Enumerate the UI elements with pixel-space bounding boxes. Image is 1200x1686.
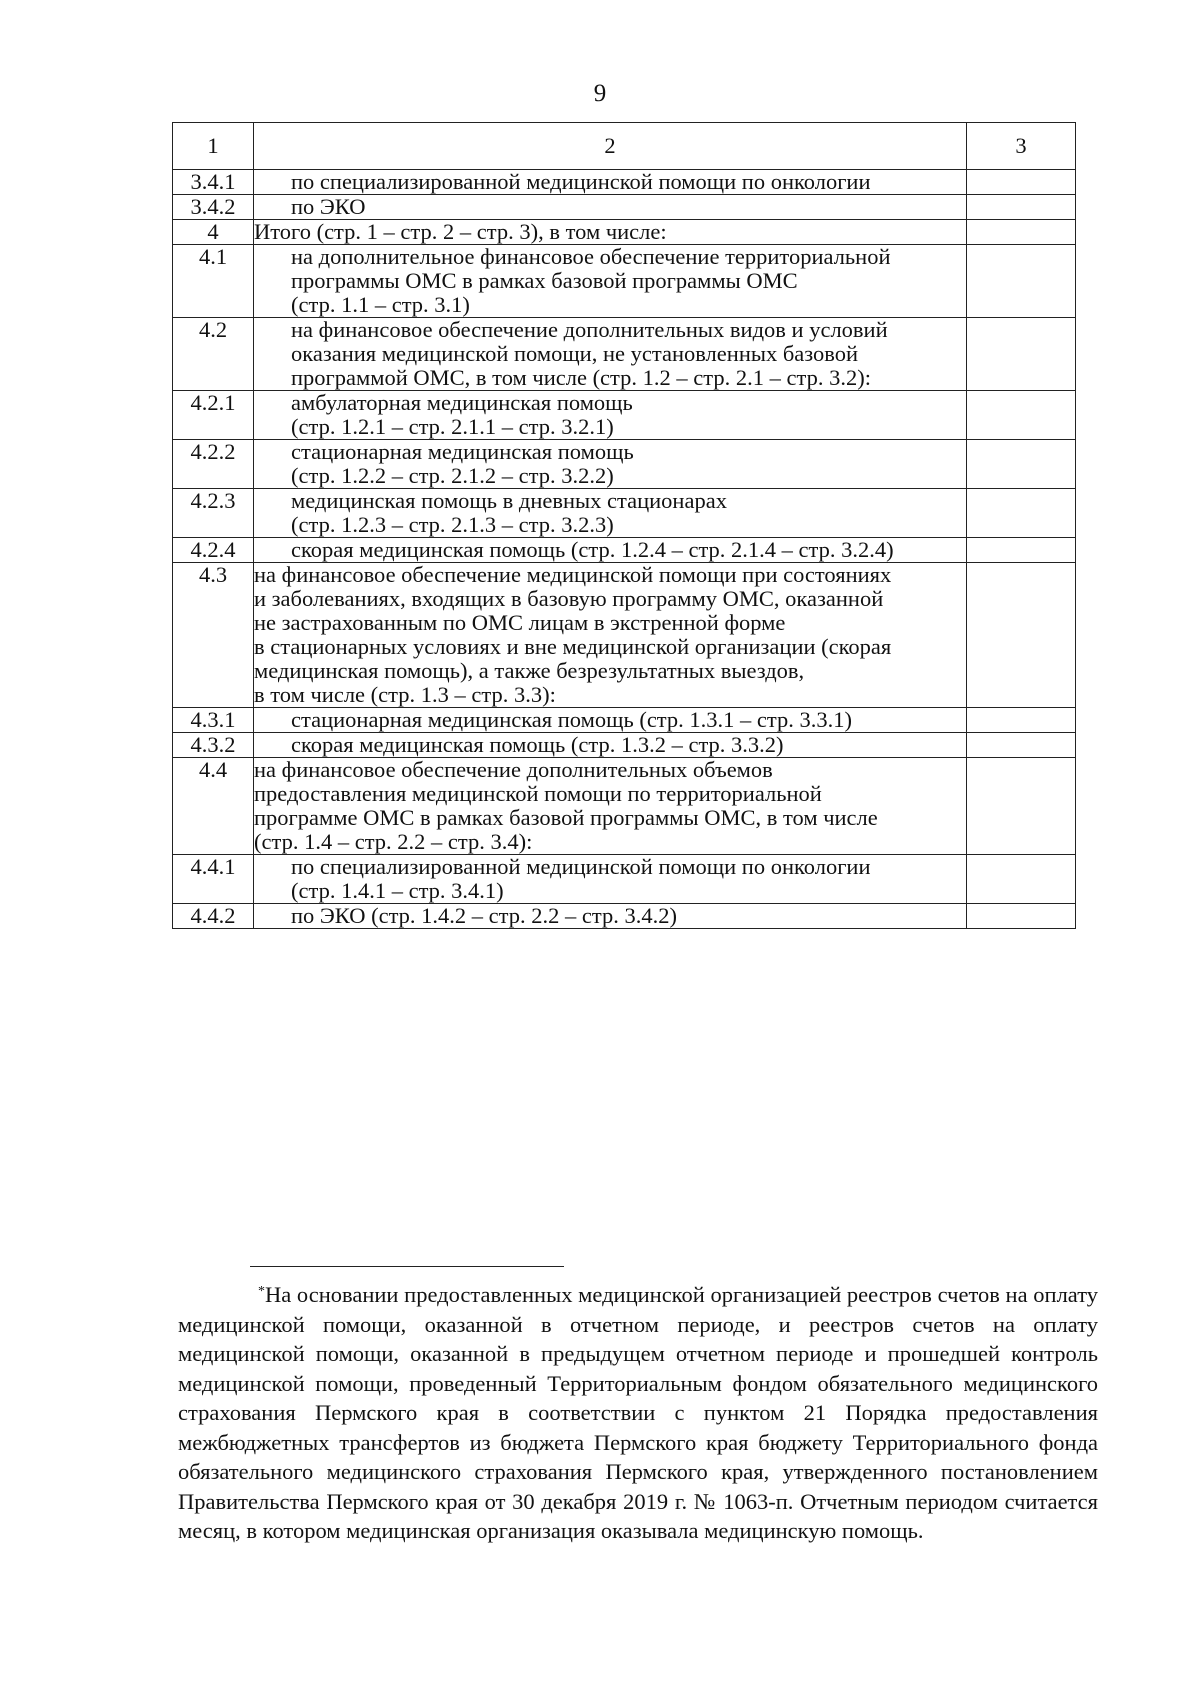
- row-description: [254, 733, 967, 758]
- row-description-line: программой ОМС, в том числе (стр. 1.2 – стр. 2.1 – стр. 3.2):: [291, 365, 871, 390]
- row-description-line: по специализированной медицинской помощи по онкологии: [291, 169, 871, 194]
- row-description: [254, 440, 967, 489]
- row-number: 4.2.4: [173, 538, 254, 563]
- row-description: [254, 195, 967, 220]
- row-description-line: оказания медицинской помощи, не установленных базовой: [291, 341, 859, 366]
- row-value: [967, 904, 1076, 929]
- row-description-line: на дополнительное финансовое обеспечение территориальной: [291, 244, 891, 269]
- footnote: [178, 1280, 1098, 1546]
- row-description: [254, 538, 967, 563]
- row-description: [254, 318, 967, 391]
- row-description: [254, 855, 967, 904]
- table-row: [173, 318, 1076, 391]
- row-description-line: (стр. 1.4 – стр. 2.2 – стр. 3.4):: [254, 829, 533, 854]
- column-header-1: 1: [173, 123, 254, 170]
- row-value: [967, 855, 1076, 904]
- row-description: [254, 904, 967, 929]
- row-description-line: на финансовое обеспечение дополнительных видов и условий: [291, 317, 888, 342]
- row-description-line: стационарная медицинская помощь: [291, 439, 634, 464]
- table-header-row: [173, 123, 1076, 170]
- row-number: 4.2.3: [173, 489, 254, 538]
- row-description-line: медицинская помощь в дневных стационарах: [291, 488, 727, 513]
- row-value: [967, 170, 1076, 195]
- row-description-line: в стационарных условиях и вне медицинской организации (скорая: [254, 634, 892, 659]
- row-value: [967, 245, 1076, 318]
- row-description-line: амбулаторная медицинская помощь: [291, 390, 633, 415]
- row-value: [967, 538, 1076, 563]
- table-row: [173, 904, 1076, 929]
- row-value: [967, 391, 1076, 440]
- row-description-line: скорая медицинская помощь (стр. 1.3.2 – стр. 3.3.2): [291, 732, 784, 757]
- footnote-text: На основании предоставленных медицинской организацией реестров счетов на оплату медицинской помощи, оказанной в отчетном периоде, и реестров счетов на оплату медицинской помощи, оказанной в предыдущем отчетном периоде и прошедшей контроль медицинской помощи, проведенный Территориальным фондом обязательного медицинского страхования Пермского края в соответствии с пунктом 21 Порядка предоставления межбюджетных трансфертов из бюджета Пермского края бюджету Территориального фонда обязательного медицинского страхования Пермского края, утвержденного постановлением Правительства Пермского края от 30 декабря 2019 г. № 1063-п. Отчетным периодом считается месяц, в котором медицинская организация оказывала медицинскую помощь.: [178, 1282, 1098, 1543]
- row-description: [254, 391, 967, 440]
- row-number: 4.2: [173, 318, 254, 391]
- row-description: [254, 563, 967, 708]
- row-description: [254, 220, 967, 245]
- row-value: [967, 708, 1076, 733]
- row-description-line: стационарная медицинская помощь (стр. 1.3.1 – стр. 3.3.1): [291, 707, 853, 732]
- footnote-divider: [250, 1266, 564, 1267]
- row-value: [967, 733, 1076, 758]
- row-description-line: скорая медицинская помощь (стр. 1.2.4 – стр. 2.1.4 – стр. 3.2.4): [291, 537, 894, 562]
- row-description-line: на финансовое обеспечение дополнительных объемов: [254, 757, 773, 782]
- row-description-line: Итого (стр. 1 – стр. 2 – стр. 3), в том числе:: [254, 219, 667, 244]
- table-row: [173, 391, 1076, 440]
- table-row: [173, 563, 1076, 708]
- table-body: [173, 170, 1076, 929]
- row-value: [967, 195, 1076, 220]
- row-description: [254, 489, 967, 538]
- row-description: [254, 758, 967, 855]
- table-row: [173, 170, 1076, 195]
- table-row: [173, 855, 1076, 904]
- row-number: 4.4.1: [173, 855, 254, 904]
- footnote-mark: *: [258, 1284, 265, 1299]
- table-row: [173, 245, 1076, 318]
- row-description-line: программы ОМС в рамках базовой программы ОМС: [291, 268, 798, 293]
- row-number: 3.4.2: [173, 195, 254, 220]
- row-value: [967, 758, 1076, 855]
- row-number: 4.3.1: [173, 708, 254, 733]
- row-number: 4.4: [173, 758, 254, 855]
- column-header-3: 3: [967, 123, 1076, 170]
- table-row: [173, 758, 1076, 855]
- row-description-line: программе ОМС в рамках базовой программы ОМС, в том числе: [254, 805, 878, 830]
- row-number: 3.4.1: [173, 170, 254, 195]
- row-description-line: и заболеваниях, входящих в базовую программу ОМС, оказанной: [254, 586, 884, 611]
- table-row: [173, 733, 1076, 758]
- row-description-line: медицинская помощь), а также безрезультатных выездов,: [254, 658, 805, 683]
- table-row: [173, 220, 1076, 245]
- page-number: 9: [593, 80, 607, 107]
- row-description: [254, 170, 967, 195]
- row-number: 4.1: [173, 245, 254, 318]
- row-number: 4.2.1: [173, 391, 254, 440]
- row-description-line: (стр. 1.1 – стр. 3.1): [291, 292, 470, 317]
- row-description-line: предоставления медицинской помощи по территориальной: [254, 781, 822, 806]
- table-row: [173, 440, 1076, 489]
- row-number: 4.4.2: [173, 904, 254, 929]
- row-value: [967, 563, 1076, 708]
- row-description-line: (стр. 1.4.1 – стр. 3.4.1): [291, 878, 504, 903]
- row-description-line: не застрахованным по ОМС лицам в экстренной форме: [254, 610, 786, 635]
- table-row: [173, 538, 1076, 563]
- row-description-line: по ЭКО (стр. 1.4.2 – стр. 2.2 – стр. 3.4.2): [291, 903, 677, 928]
- row-number: 4.3: [173, 563, 254, 708]
- row-value: [967, 220, 1076, 245]
- row-description: [254, 708, 967, 733]
- row-description-line: (стр. 1.2.3 – стр. 2.1.3 – стр. 3.2.3): [291, 512, 614, 537]
- table-row: [173, 708, 1076, 733]
- row-number: 4.2.2: [173, 440, 254, 489]
- row-description-line: (стр. 1.2.1 – стр. 2.1.1 – стр. 3.2.1): [291, 414, 614, 439]
- row-number: 4: [173, 220, 254, 245]
- table-row: [173, 195, 1076, 220]
- table-row: [173, 489, 1076, 538]
- report-table: [172, 122, 1076, 929]
- column-header-2: 2: [254, 123, 967, 170]
- row-value: [967, 440, 1076, 489]
- row-description-line: в том числе (стр. 1.3 – стр. 3.3):: [254, 682, 556, 707]
- row-value: [967, 489, 1076, 538]
- row-description-line: по специализированной медицинской помощи по онкологии: [291, 854, 871, 879]
- row-value: [967, 318, 1076, 391]
- row-description-line: на финансовое обеспечение медицинской помощи при состояниях: [254, 562, 892, 587]
- row-description-line: (стр. 1.2.2 – стр. 2.1.2 – стр. 3.2.2): [291, 463, 614, 488]
- row-description: [254, 245, 967, 318]
- row-description-line: по ЭКО: [291, 194, 366, 219]
- row-number: 4.3.2: [173, 733, 254, 758]
